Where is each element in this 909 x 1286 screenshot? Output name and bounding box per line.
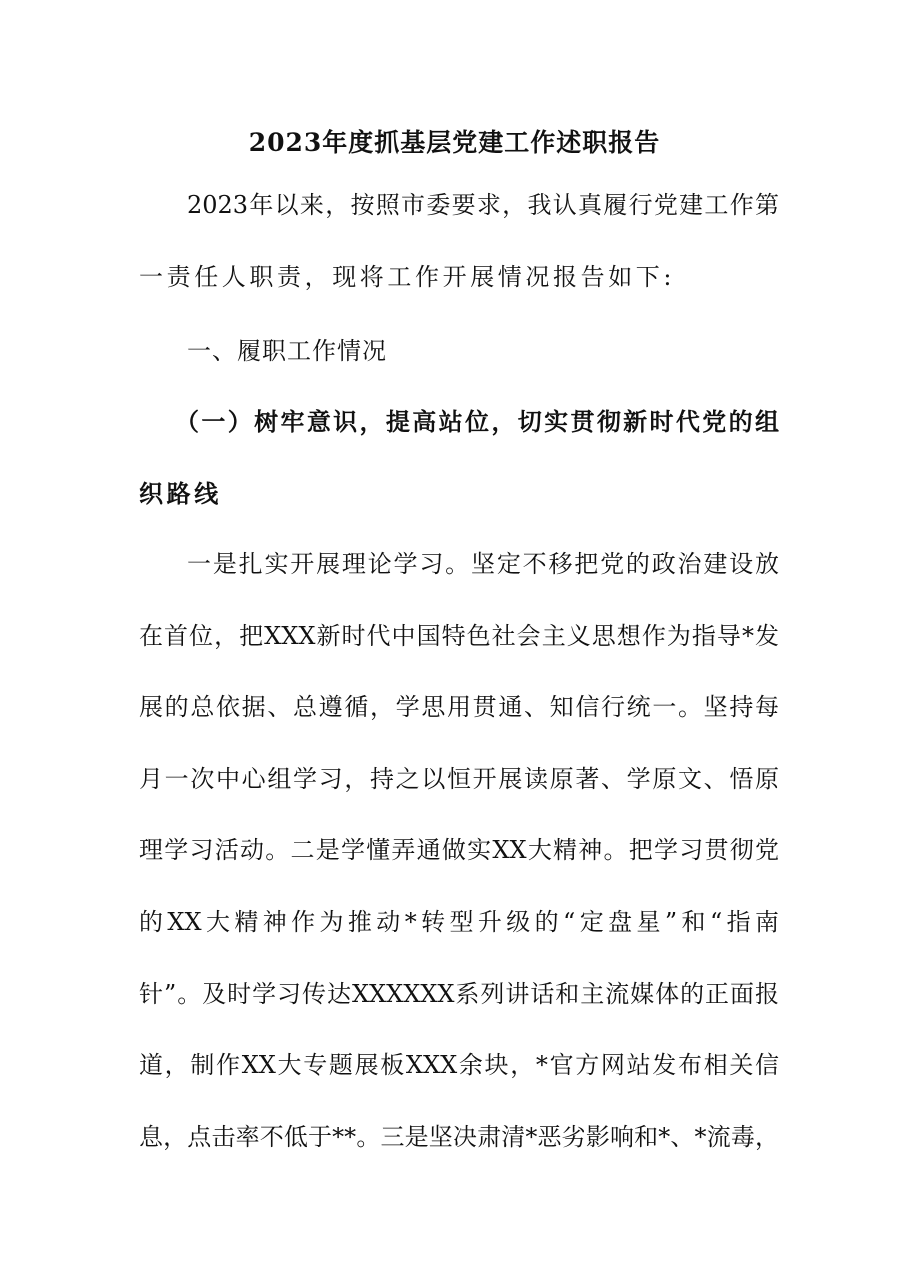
body-line-3: 展的总依据、总遵循，学思用贯通、知信行统一。坚持每 (139, 693, 779, 721)
body-line-1: 一是扎实开展理论学习。坚定不移把党的政治建设放 (187, 550, 779, 578)
body-line-7: 针”。及时学习传达XXXXXX系列讲话和主流媒体的正面报 (139, 980, 779, 1008)
subsection-heading-line-1: （一）树牢意识，提高站位，切实贯彻新时代党的组 (175, 408, 779, 436)
intro-line-1: 2023年以来，按照市委要求，我认真履行党建工作第 (187, 191, 779, 219)
section-heading: 一、履职工作情况 (187, 337, 387, 365)
subsection-heading-line-2: 织路线 (139, 480, 222, 508)
body-line-4: 月一次中心组学习，持之以恒开展读原著、学原文、悟原 (139, 765, 779, 793)
intro-line-2: 一责任人职责，现将工作开展情况报告如下: (139, 263, 676, 291)
body-line-9: 息，点击率不低于**。三是坚决肃清*恶劣影响和*、*流毒， (139, 1123, 779, 1151)
body-line-5: 理学习活动。二是学懂弄通做实XX大精神。把学习贯彻党 (139, 836, 779, 864)
document-title: 2023年度抓基层党建工作述职报告 (248, 128, 661, 157)
body-line-8: 道，制作XX大专题展板XXX余块，*官方网站发布相关信 (139, 1051, 779, 1079)
body-line-6: 的XX大精神作为推动*转型升级的“定盘星”和“指南 (139, 908, 779, 936)
body-line-2: 在首位，把XXX新时代中国特色社会主义思想作为指导*发 (139, 622, 779, 650)
